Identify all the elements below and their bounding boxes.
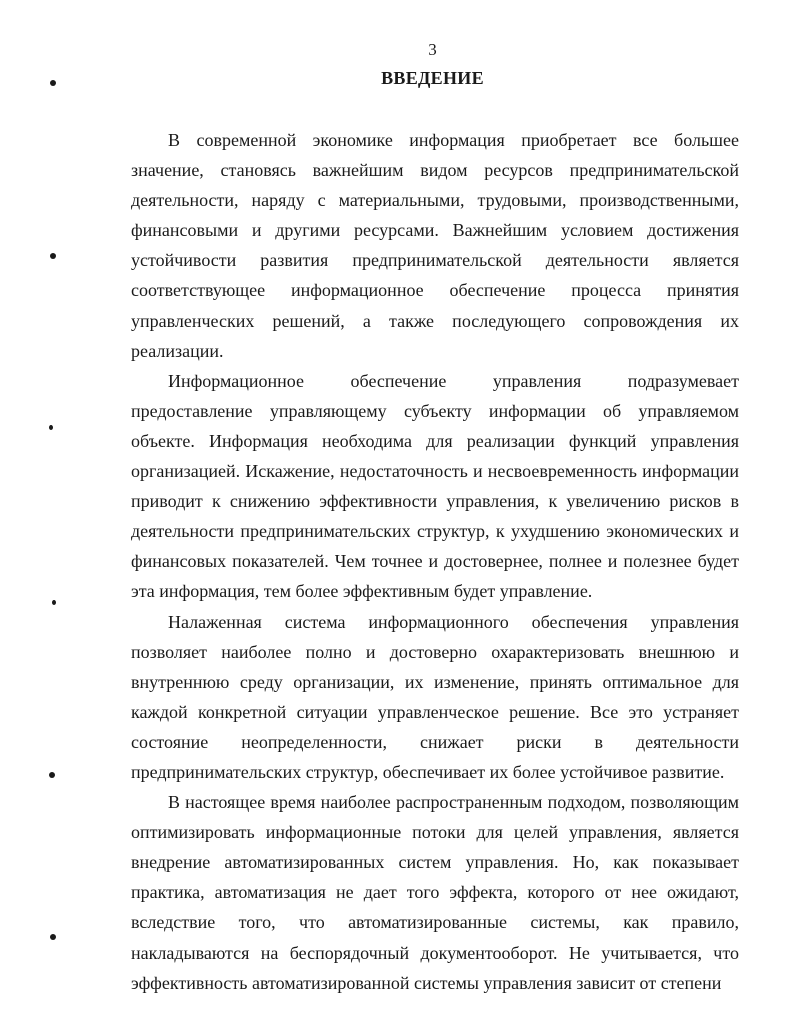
page-number: 3: [428, 40, 437, 59]
paragraph-3: Налаженная система информационного обеспечения управления позволяет наиболее полно и достоверно охарактеризовать внешнюю и внутреннюю среду организации, их изменение, принять оптимальное для каждой конкретной ситуации управленческое решение. Все это устраняет состояние неопределенности, снижает риски в деятельности предпринимательских структур, обеспечивает их более устойчивое развитие.: [131, 611, 739, 782]
margin-hole-mark: [50, 934, 56, 940]
paragraph-1: В современной экономике информация приобретает все большее значение, становясь важнейшим видом ресурсов предпринимательской деятельности, наряду с материальными, трудовыми, производственными, финансовыми и другими ресурсами. Важнейшим условием достижения устойчивости развития предпринимательской деятельности является соответствующее информационное обеспечение процесса принятия управленческих решений, а также последующего сопровождения их реализации.: [131, 130, 739, 361]
page-title: ВВЕДЕНИЕ: [381, 68, 484, 88]
margin-hole-mark: [50, 80, 56, 86]
margin-hole-mark: [52, 600, 56, 605]
paragraph-2: Информационное обеспечение управления подразумевает предоставление управляющему субъекту информации об управляемом объекте. Информация необходима для реализации функций управления организацией. Искажение, недостаточность и несвоевременность информации приводит к снижению эффективности управления, к увеличению рисков в деятельности предпринимательских структур, к ухудшению экономических и финансовых показателей. Чем точнее и достовернее, полнее и полезнее будет эта информация, тем более эффективным будет управление.: [131, 370, 739, 602]
margin-hole-mark: [49, 772, 55, 778]
margin-hole-mark: [50, 253, 56, 259]
margin-hole-mark: [49, 425, 53, 430]
document-body: [131, 125, 739, 998]
paragraph-4: В настоящее время наиболее распространенным подходом, позволяющим оптимизировать информационные потоки для целей управления, является внедрение автоматизированных систем управления. Но, как показывает практика, автоматизация не дает того эффекта, которого от нее ожидают, вследствие того, что автоматизированные системы, как правило, накладываются на беспорядочный документооборот. Не учитывается, что эффективность автоматизированной системы управления зависит от степени: [131, 792, 739, 993]
